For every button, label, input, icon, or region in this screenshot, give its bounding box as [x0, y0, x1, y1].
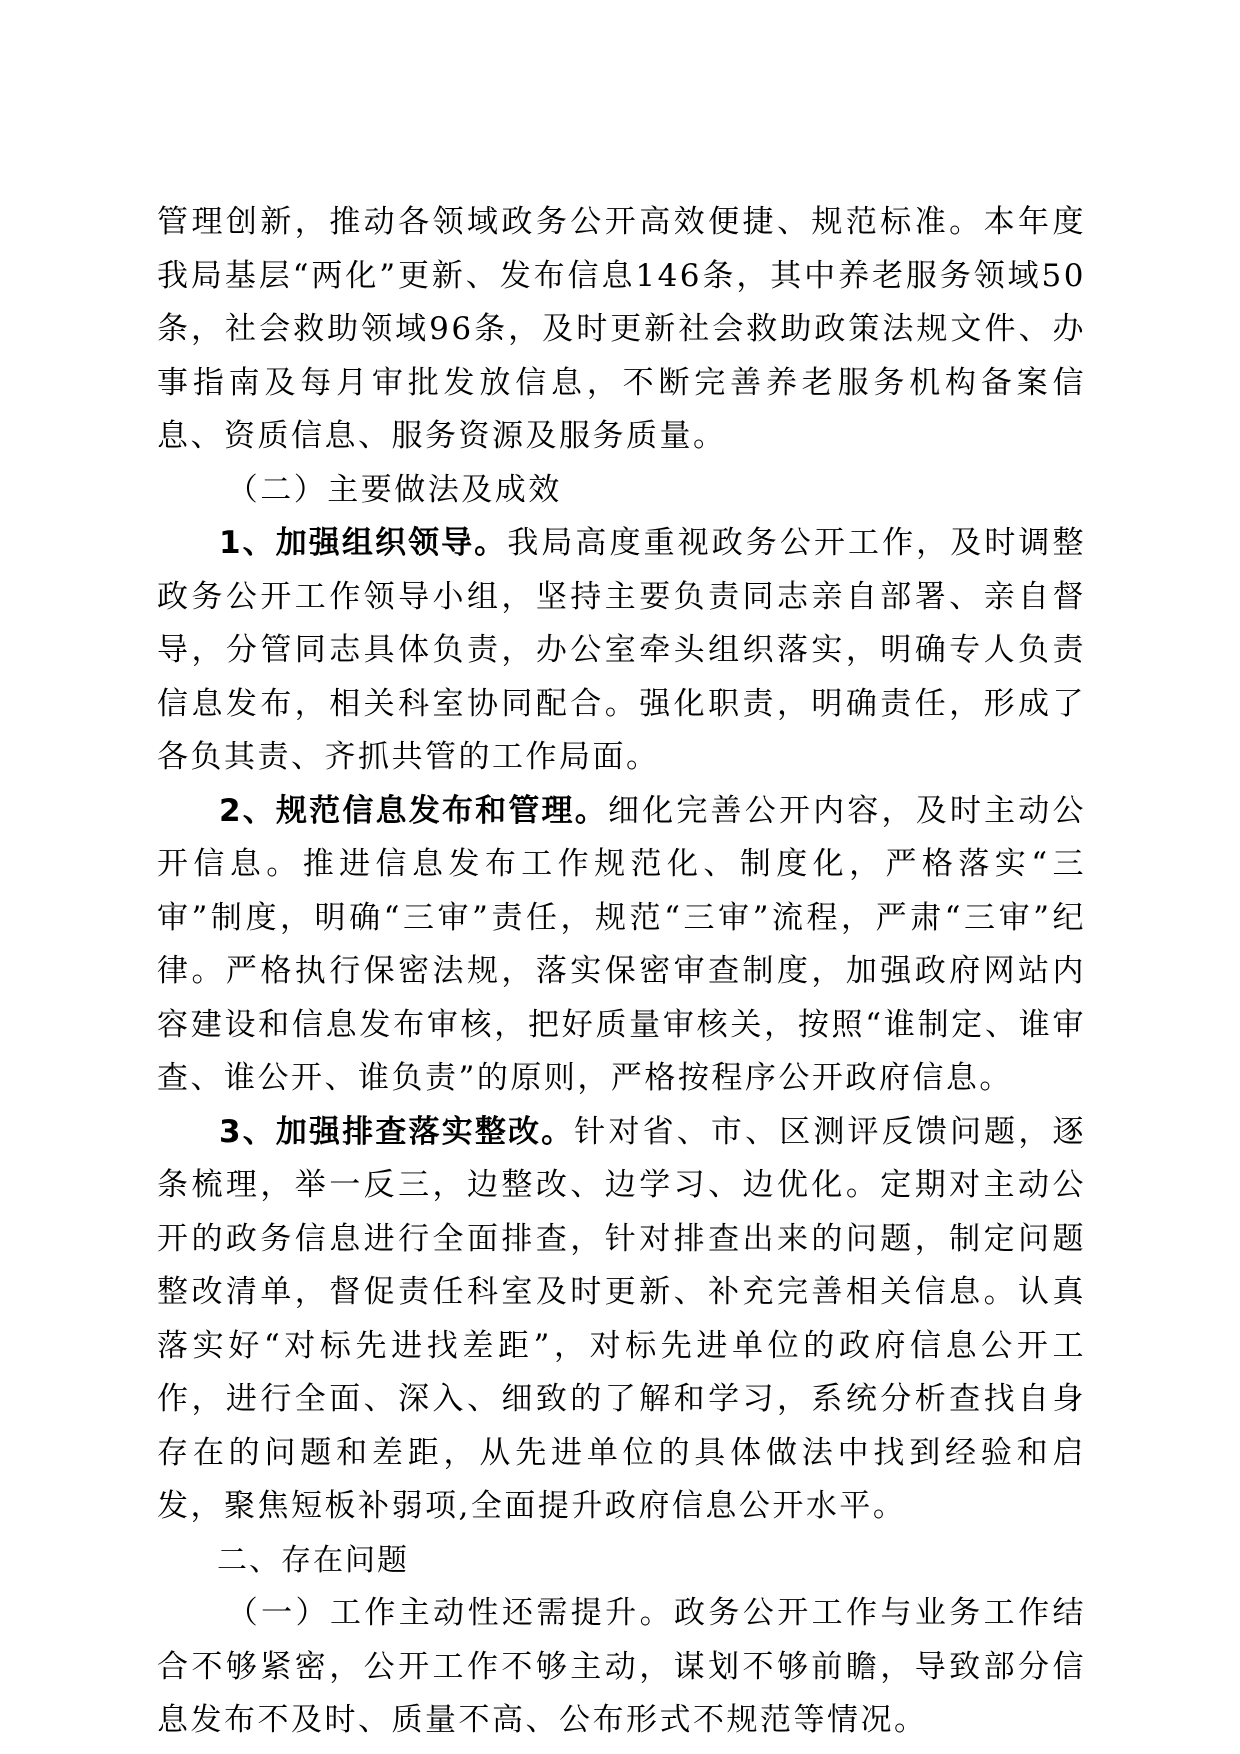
item-lead-2: 2、规范信息发布和管理。 — [219, 792, 608, 829]
subsection-title: （二）主要做法及成效 — [226, 471, 562, 508]
item-lead-1: 1、加强组织领导。 — [219, 525, 508, 561]
item-paragraph-2 — [157, 785, 1086, 1106]
item-text-3: 针对省、市、区测评反馈问题，逐条梳理，举一反三，边整改、边学习、边优化。定期对主动公开的政务信息进行全面排查，针对排查出来的问题，制定问题整改清单，督促责任科室及时更新、补充完善相关信息。认真落实好“对标先进找差距”，对标先进单位的政府信息公开工作，进行全面、深入、细致的了解和学习，系统分析查找自身存在的问题和差距，从先进单位的具体做法中找到经验和启发，聚焦短板补弱项,全面提升政府信息公开水平。 — [157, 1113, 1086, 1524]
issue-paragraph-1: （一）工作主动性还需提升。政务公开工作与业务工作结合不够紧密，公开工作不够主动，谋划不够前瞻，导致部分信息发布不及时、质量不高、公布形式不规范等情况。 — [157, 1595, 1086, 1738]
document-body — [157, 196, 1086, 1748]
section-title: 二、存在问题 — [217, 1542, 409, 1578]
paragraph-continuation: 管理创新，推动各领域政务公开高效便捷、规范标准。本年度我局基层“两化”更新、发布信息146条，其中养老服务领域50条，社会救助领域96条，及时更新社会救助政策法规文件、办事指南及每月审批发放信息，不断完善养老服务机构备案信息、资质信息、服务资源及服务质量。 — [157, 204, 1086, 454]
item-text-1: 我局高度重视政务公开工作，及时调整政务公开工作领导小组，坚持主要负责同志亲自部署、亲自督导，分管同志具体负责，办公室牵头组织落实，明确专人负责信息发布，相关科室协同配合。强化职责，明确责任，形成了各负其责、齐抓共管的工作局面。 — [157, 525, 1086, 775]
item-lead-3: 3、加强排查落实整改。 — [219, 1113, 575, 1150]
item-paragraph-3 — [157, 1106, 1086, 1534]
item-text-2: 细化完善公开内容，及时主动公开信息。推进信息发布工作规范化、制度化，严格落实“三审”制度，明确“三审”责任，规范“三审”流程，严肃“三审”纪律。严格执行保密法规，落实保密审查制度，加强政府网站内容建设和信息发布审核，把好质量审核关，按照“谁制定、谁审查、谁公开、谁负责”的原则，严格按程序公开政府信息。 — [157, 792, 1086, 1096]
item-paragraph-1 — [157, 517, 1086, 785]
